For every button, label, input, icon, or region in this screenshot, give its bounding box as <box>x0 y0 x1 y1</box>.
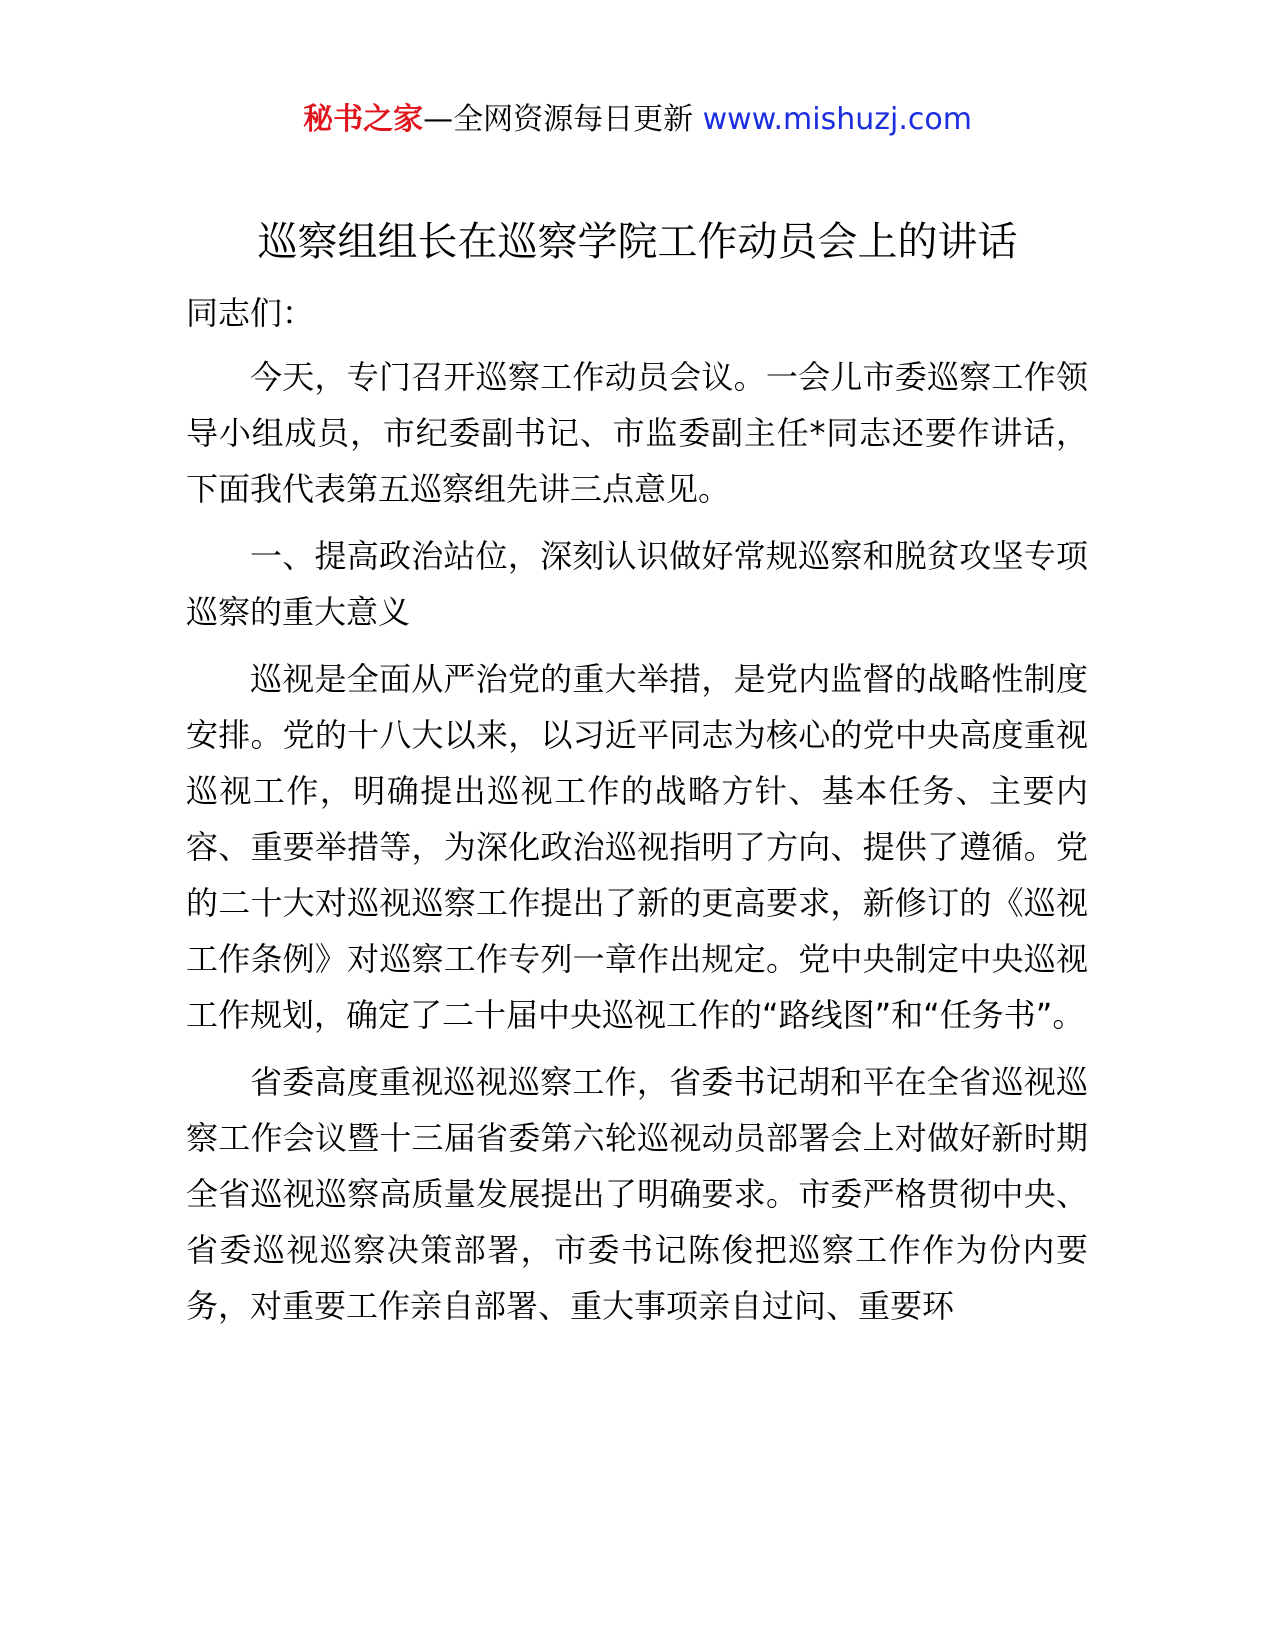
paragraph-opening: 今天，专门召开巡察工作动员会议。一会儿市委巡察工作领导小组成员，市纪委副书记、市监委副主任*同志还要作讲话，下面我代表第五巡察组先讲三点意见。 <box>186 358 1088 508</box>
document-body <box>186 285 1088 1345</box>
site-brand: 秘书之家 <box>303 102 424 137</box>
site-url-link[interactable]: www.mishuzj.com <box>702 102 972 137</box>
section-heading-1: 一、提高政治站位，深刻认识做好常规巡察和脱贫攻坚专项巡察的重大意义 <box>186 537 1088 631</box>
paragraph-provincial-committee: 省委高度重视巡视巡察工作，省委书记胡和平在全省巡视巡察工作会议暨十三届省委第六轮巡视动员部署会上对做好新时期全省巡视巡察高质量发展提出了明确要求。市委严格贯彻中央、省委巡视巡察决策部署，市委书记陈俊把巡察工作作为份内要务，对重要工作亲自部署、重大事项亲自过问、重要环 <box>186 1063 1088 1325</box>
site-tagline: —全网资源每日更新 <box>423 102 694 137</box>
site-header <box>0 95 1275 145</box>
paragraph-inspection-significance: 巡视是全面从严治党的重大举措，是党内监督的战略性制度安排。党的十八大以来，以习近平同志为核心的党中央高度重视巡视工作，明确提出巡视工作的战略方针、基本任务、主要内容、重要举措等，为深化政治巡视指明了方向、提供了遵循。党的二十大对巡视巡察工作提出了新的更高要求，新修订的《巡视工作条例》对巡察工作专列一章作出规定。党中央制定中央巡视工作规划，确定了二十届中央巡视工作的“路线图”和“任务书”。 <box>186 660 1088 1034</box>
salutation: 同志们： <box>186 294 315 332</box>
document-title: 巡察组组长在巡察学院工作动员会上的讲话 <box>257 219 1018 265</box>
